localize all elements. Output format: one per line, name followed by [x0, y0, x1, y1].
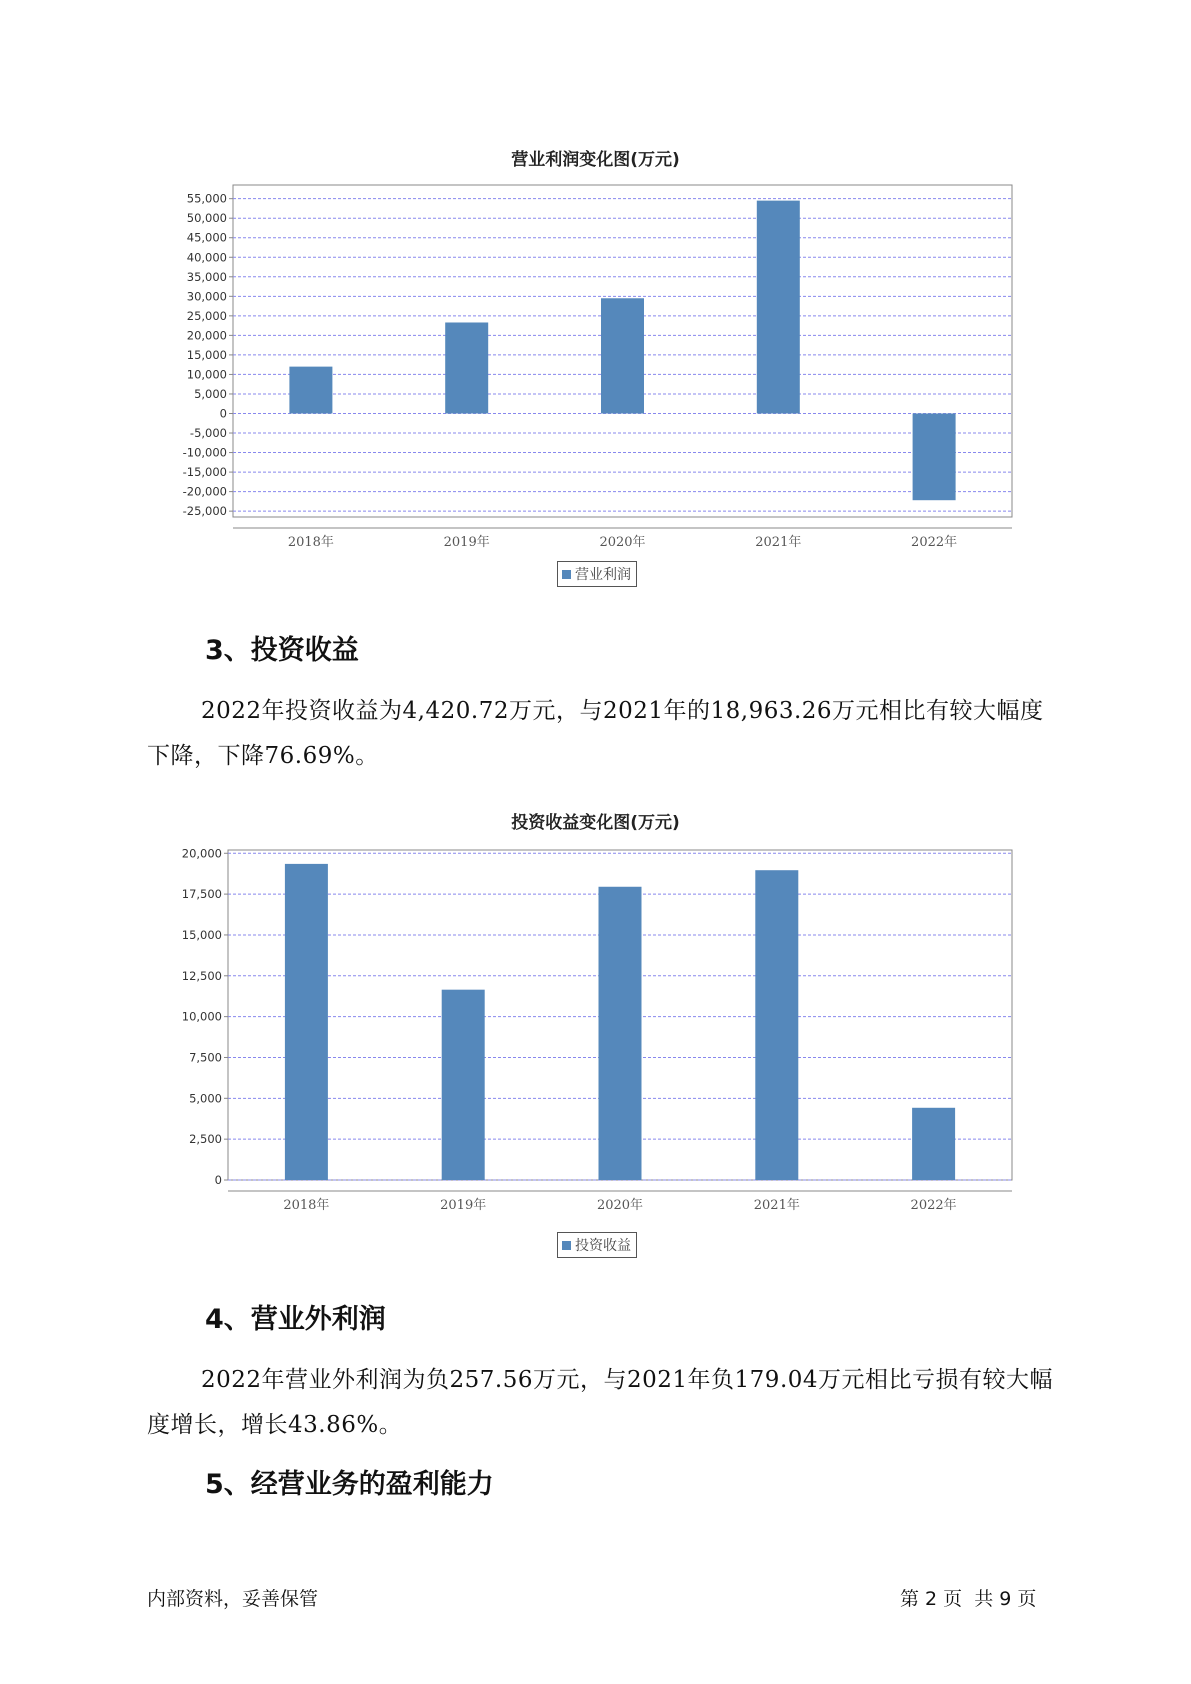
y-tick-label: 55,000 [186, 191, 227, 206]
y-tick-label: 50,000 [186, 211, 227, 226]
legend-label: 营业利润 [575, 567, 631, 583]
x-tick-label: 2021年 [753, 1198, 800, 1213]
y-tick-label: 2,500 [189, 1132, 222, 1147]
section-text-investment-income: 2022年投资收益为4,420.72万元，与2021年的18,963.26万元相比有较大幅度下降，下降76.69%。 [147, 698, 1044, 769]
y-tick-label: -5,000 [189, 426, 227, 441]
y-tick-label: -10,000 [182, 445, 227, 460]
investment-income-chart [0, 836, 1191, 1213]
legend-investment-income [557, 1232, 637, 1258]
section-heading-non-operating-profit: 4、营业外利润 [205, 1304, 386, 1335]
chart-title-operating-profit: 营业利润变化图(万元) [511, 150, 680, 170]
y-tick-label: 17,500 [181, 887, 222, 902]
section-text-non-operating-profit: 2022年营业外利润为负257.56万元，与2021年负179.04万元相比亏损有较大幅度增长，增长43.86%。 [147, 1367, 1054, 1438]
operating-profit-chart [0, 170, 1191, 550]
y-tick-label: 15,000 [181, 927, 222, 942]
y-tick-label: 10,000 [181, 1009, 222, 1024]
bar-2020年 [599, 887, 642, 1180]
y-tick-label: 12,500 [181, 968, 222, 983]
bar-2018年 [289, 367, 332, 414]
section-heading-business-profitability: 5、经营业务的盈利能力 [205, 1469, 494, 1500]
y-tick-label: 30,000 [186, 289, 227, 304]
bar-2022年 [913, 413, 956, 500]
x-tick-label: 2020年 [599, 535, 646, 550]
bar-2021年 [757, 201, 800, 414]
y-tick-label: 40,000 [186, 250, 227, 265]
y-tick-label: 7,500 [189, 1050, 222, 1065]
bar-2021年 [755, 870, 798, 1180]
y-tick-label: 20,000 [181, 846, 222, 861]
y-tick-label: 10,000 [186, 367, 227, 382]
y-tick-label: 15,000 [186, 347, 227, 362]
y-tick-label: 20,000 [186, 328, 227, 343]
x-tick-label: 2019年 [440, 1198, 487, 1213]
footer-page-number: 第 2 页 共 9 页 [900, 1588, 1037, 1610]
y-tick-label: 45,000 [186, 230, 227, 245]
y-tick-label: -20,000 [182, 484, 227, 499]
bar-2019年 [445, 322, 488, 413]
y-tick-label: -25,000 [182, 504, 227, 519]
legend-label: 投资收益 [575, 1238, 631, 1254]
y-tick-label: -15,000 [182, 465, 227, 480]
section-heading-investment-income: 3、投资收益 [205, 635, 359, 666]
legend-swatch [562, 570, 571, 579]
y-tick-label: 0 [214, 1173, 222, 1187]
bar-2020年 [601, 298, 644, 413]
x-tick-label: 2018年 [287, 535, 334, 550]
x-tick-label: 2021年 [755, 535, 802, 550]
x-tick-label: 2018年 [283, 1198, 330, 1213]
x-tick-label: 2019年 [443, 535, 490, 550]
y-tick-label: 25,000 [186, 308, 227, 323]
y-tick-label: 0 [219, 406, 227, 421]
legend-operating-profit [557, 561, 637, 587]
y-tick-label: 5,000 [194, 386, 227, 401]
x-tick-label: 2022年 [911, 535, 958, 550]
x-tick-label: 2022年 [910, 1198, 957, 1213]
x-tick-label: 2020年 [596, 1198, 644, 1213]
chart-title-investment-income: 投资收益变化图(万元) [511, 813, 680, 833]
y-tick-label: 35,000 [186, 269, 227, 284]
bar-2018年 [285, 864, 328, 1180]
bar-2022年 [912, 1108, 955, 1180]
legend-swatch [562, 1241, 571, 1250]
y-tick-label: 5,000 [189, 1091, 222, 1106]
bar-2019年 [442, 990, 485, 1180]
footer-confidential-note: 内部资料，妥善保管 [147, 1588, 319, 1610]
